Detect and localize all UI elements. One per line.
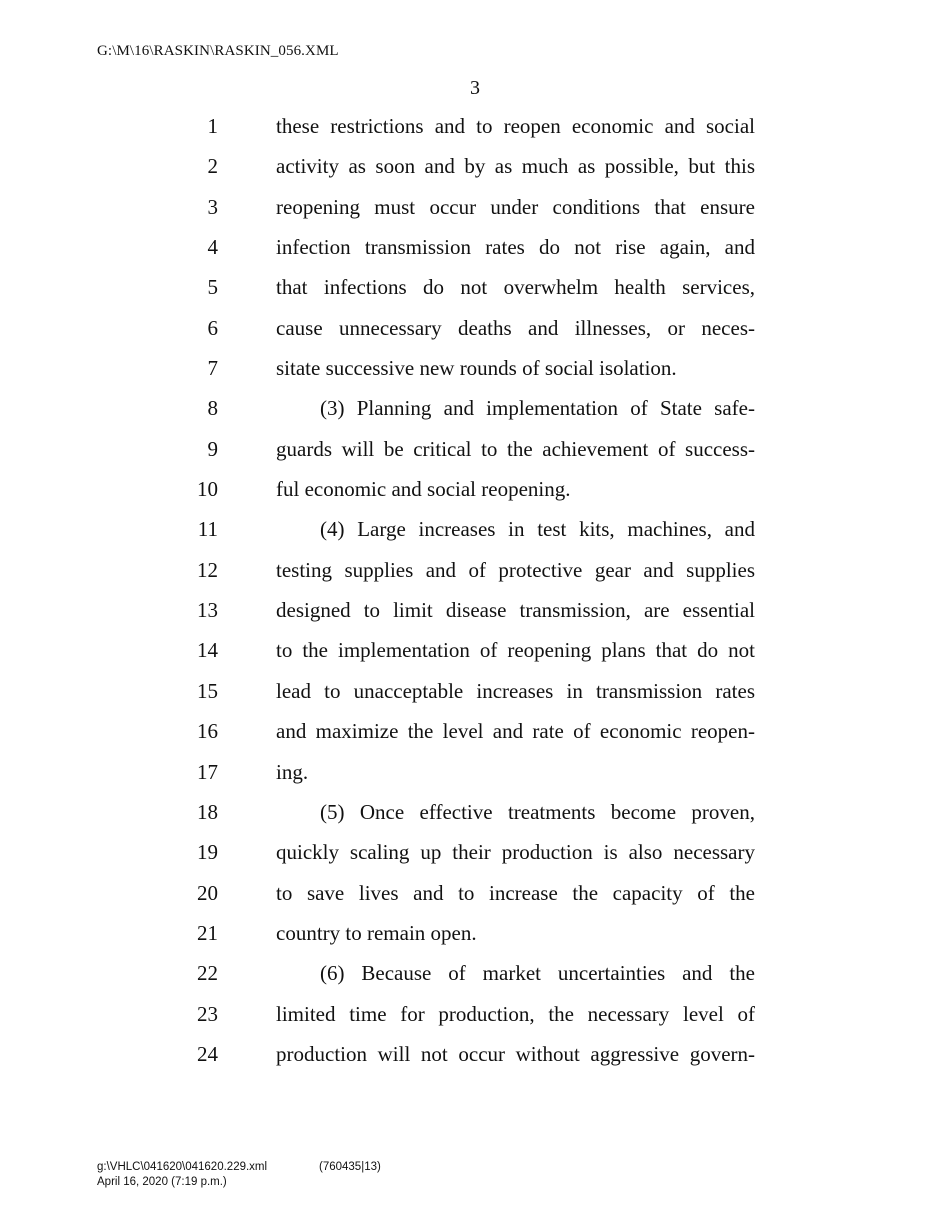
line-number: 18: [197, 799, 218, 824]
line-text: quickly scaling up their production is also necessary: [276, 840, 755, 865]
line-number: 5: [207, 275, 218, 300]
text-line: [0, 469, 950, 509]
line-number: 15: [197, 678, 218, 703]
text-line: [0, 590, 950, 630]
text-line: [0, 792, 950, 832]
text-line: [0, 630, 950, 670]
line-text: limited time for production, the necessary level of: [276, 1001, 755, 1026]
line-text: ful economic and social reopening.: [276, 477, 571, 502]
line-number: 23: [197, 1001, 218, 1026]
line-number: 11: [197, 517, 218, 542]
text-line: [0, 550, 950, 590]
line-text: ing.: [276, 759, 309, 784]
line-text: (5) Once effective treatments become proven,: [320, 799, 755, 824]
line-number: 24: [197, 1041, 218, 1066]
line-number: 20: [197, 880, 218, 905]
text-line: [0, 832, 950, 872]
line-number: 12: [197, 557, 218, 582]
text-line: [0, 994, 950, 1034]
line-text: cause unnecessary deaths and illnesses, or neces-: [276, 315, 755, 340]
line-text: reopening must occur under conditions that ensure: [276, 194, 755, 219]
line-text: activity as soon and by as much as possible, but this: [276, 154, 755, 179]
line-text: guards will be critical to the achievement of success-: [276, 436, 755, 461]
text-line: [0, 509, 950, 549]
text-line: [0, 953, 950, 993]
text-line: [0, 388, 950, 428]
line-text: designed to limit disease transmission, are essential: [276, 598, 755, 623]
text-line: [0, 227, 950, 267]
line-text: to the implementation of reopening plans that do not: [276, 638, 755, 663]
line-text: infection transmission rates do not rise again, and: [276, 235, 755, 260]
footer-file-path: g:\VHLC\041620\041620.229.xml: [97, 1161, 268, 1173]
line-text: to save lives and to increase the capacity of the: [276, 880, 755, 905]
page-number: 3: [470, 77, 480, 99]
text-line: [0, 187, 950, 227]
line-text: and maximize the level and rate of economic reopen-: [276, 719, 755, 744]
line-text: country to remain open.: [276, 920, 477, 945]
line-text: testing supplies and of protective gear and supplies: [276, 557, 755, 582]
text-line: [0, 711, 950, 751]
footer-document-id: (760435|13): [319, 1161, 381, 1173]
line-number: 3: [207, 194, 218, 219]
line-text: production will not occur without aggressive govern-: [276, 1041, 755, 1066]
line-text: sitate successive new rounds of social isolation.: [276, 356, 677, 381]
line-number: 21: [197, 920, 218, 945]
line-text: (4) Large increases in test kits, machines, and: [320, 517, 755, 542]
line-number: 22: [197, 961, 218, 986]
document-footer: [97, 1160, 381, 1190]
line-number: 9: [207, 436, 218, 461]
line-number: 6: [207, 315, 218, 340]
text-line: [0, 106, 950, 146]
line-number: 7: [207, 356, 218, 381]
footer-file-row: [97, 1160, 381, 1175]
line-number: 2: [207, 154, 218, 179]
text-line: [0, 348, 950, 388]
line-number: 8: [207, 396, 218, 421]
line-number: 19: [197, 840, 218, 865]
text-line: [0, 752, 950, 792]
text-line: [0, 1034, 950, 1074]
text-line: [0, 873, 950, 913]
line-number: 17: [197, 759, 218, 784]
line-text: lead to unacceptable increases in transmission rates: [276, 678, 755, 703]
bill-text: [0, 106, 950, 1074]
line-number: 14: [197, 638, 218, 663]
text-line: [0, 429, 950, 469]
line-text: these restrictions and to reopen economic and social: [276, 114, 755, 138]
line-text: (3) Planning and implementation of State safe-: [320, 396, 755, 421]
text-line: [0, 671, 950, 711]
line-text: (6) Because of market uncertainties and the: [320, 961, 755, 986]
line-number: 13: [197, 598, 218, 623]
line-text: that infections do not overwhelm health services,: [276, 275, 755, 300]
line-number: 4: [207, 235, 218, 260]
line-number: 1: [207, 114, 218, 138]
text-line: [0, 267, 950, 307]
document-path: G:\M\16\RASKIN\RASKIN_056.XML: [97, 43, 339, 59]
line-number: 10: [197, 477, 218, 502]
line-number: 16: [197, 719, 218, 744]
text-line: [0, 146, 950, 186]
text-line: [0, 308, 950, 348]
text-line: [0, 913, 950, 953]
footer-date: April 16, 2020 (7:19 p.m.): [97, 1176, 227, 1188]
